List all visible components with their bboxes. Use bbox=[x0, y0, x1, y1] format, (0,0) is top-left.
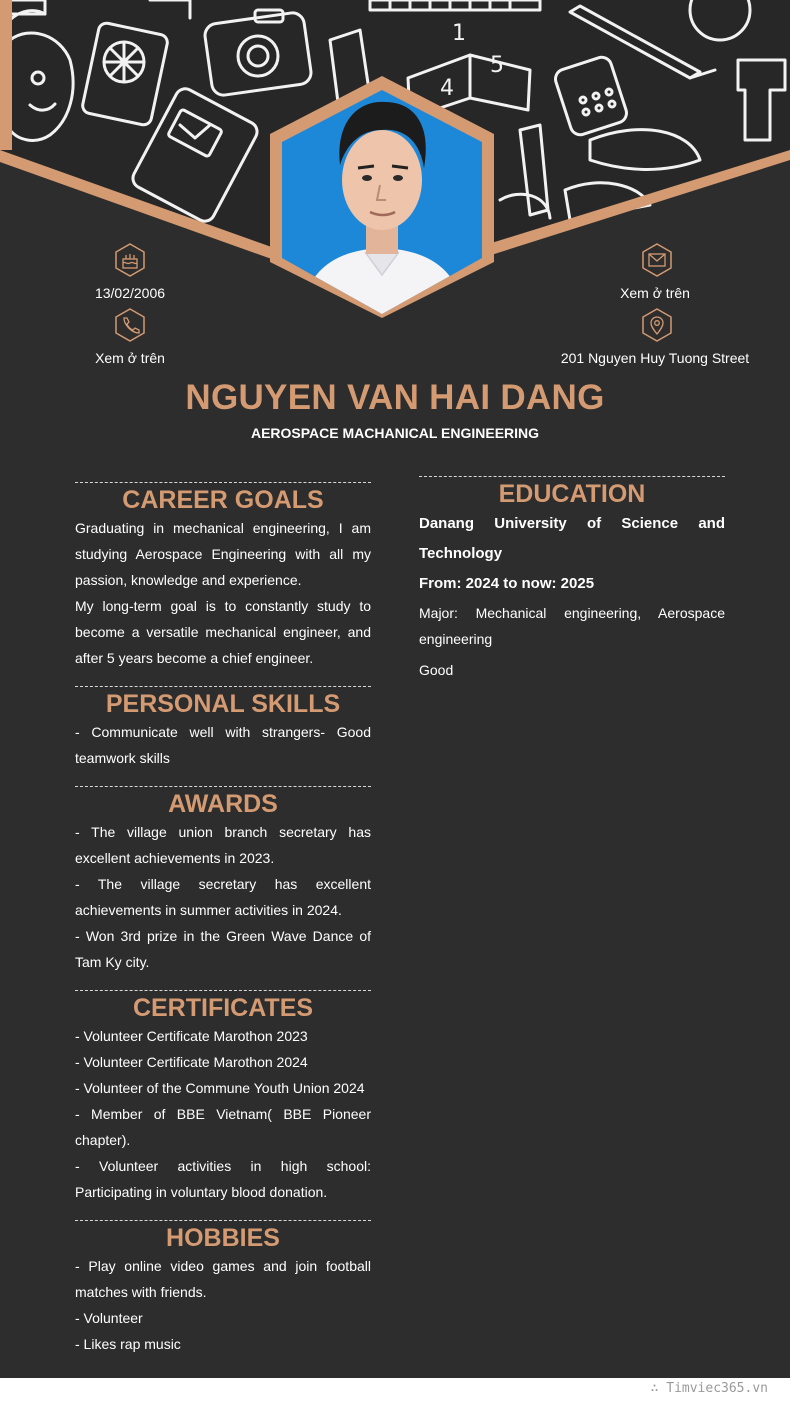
certificate-item: - Member of BBE Vietnam( BBE Pioneer chapter). bbox=[75, 1106, 371, 1148]
location-icon bbox=[640, 307, 674, 343]
left-edge-band bbox=[0, 0, 12, 150]
site-logo[interactable]: ∴ Timviec365.vn bbox=[650, 1381, 768, 1396]
awards-title: AWARDS bbox=[168, 790, 278, 818]
hobby-item: - Volunteer bbox=[75, 1310, 143, 1326]
left-column bbox=[75, 482, 371, 1357]
award-item: - The village secretary has excellent achievements in summer activities in 2024. bbox=[75, 876, 371, 918]
personal-skills-title: PERSONAL SKILLS bbox=[105, 690, 341, 718]
email-icon bbox=[640, 242, 674, 278]
right-column bbox=[419, 476, 725, 683]
certificate-item: - Volunteer activities in high school: Participating in voluntary blood donation. bbox=[75, 1158, 371, 1200]
hobby-item: - Likes rap music bbox=[75, 1336, 181, 1352]
career-goals-paragraph: My long-term goal is to constantly study to become a versatile mechanical engineer, and after 5 years become a chief engineer. bbox=[75, 598, 371, 666]
svg-text:1: 1 bbox=[452, 21, 466, 46]
award-item: - Won 3rd prize in the Green Wave Dance of Tam Ky city. bbox=[75, 928, 371, 970]
career-goals-paragraph: Graduating in mechanical engineering, I am studying Aerospace Engineering with all my passion, knowledge and experience. bbox=[75, 520, 371, 588]
education-school: Danang University of Science and Technology bbox=[419, 515, 725, 562]
education-major: Major: Mechanical engineering, Aerospace engineering bbox=[419, 605, 725, 647]
hobbies-section bbox=[75, 1220, 371, 1357]
award-item: - The village union branch secretary has excellent achievements in 2023. bbox=[75, 824, 371, 866]
hobby-item: - Play online video games and join football matches with friends. bbox=[75, 1258, 371, 1300]
cake-icon bbox=[113, 242, 147, 278]
certificates-title: CERTIFICATES bbox=[132, 994, 314, 1022]
full-name: NGUYEN VAN HAI DANG bbox=[185, 378, 605, 417]
hobbies-title: HOBBIES bbox=[166, 1224, 280, 1252]
education-section bbox=[419, 476, 725, 683]
footer bbox=[0, 1378, 800, 1404]
birthday-text: 13/02/2006 bbox=[94, 285, 166, 301]
certificates-section bbox=[75, 990, 371, 1205]
header-background bbox=[0, 0, 790, 330]
personal-skills-section bbox=[75, 686, 371, 771]
address-text: 201 Nguyen Huy Tuong Street bbox=[560, 350, 750, 366]
phone-icon bbox=[113, 307, 147, 343]
email-text: Xem ở trên bbox=[620, 285, 690, 301]
svg-text:5: 5 bbox=[490, 53, 504, 78]
certificate-item: - Volunteer of the Commune Youth Union 2024 bbox=[75, 1080, 365, 1096]
education-description: Good bbox=[419, 662, 454, 678]
career-goals-section bbox=[75, 482, 371, 671]
phone-text: Xem ở trên bbox=[95, 350, 165, 366]
career-goals-title: CAREER GOALS bbox=[122, 486, 324, 514]
certificate-item: - Volunteer Certificate Marothon 2024 bbox=[75, 1054, 308, 1070]
awards-section bbox=[75, 786, 371, 975]
education-period: From: 2024 to now: 2025 bbox=[419, 575, 595, 592]
svg-text:4: 4 bbox=[440, 76, 454, 101]
certificate-item: - Volunteer Certificate Marothon 2023 bbox=[75, 1028, 308, 1044]
education-title: EDUCATION bbox=[498, 480, 646, 508]
personal-skills-paragraph: - Communicate well with strangers- Good teamwork skills bbox=[75, 724, 371, 766]
job-title: AEROSPACE MACHANICAL ENGINEERING bbox=[250, 425, 540, 441]
